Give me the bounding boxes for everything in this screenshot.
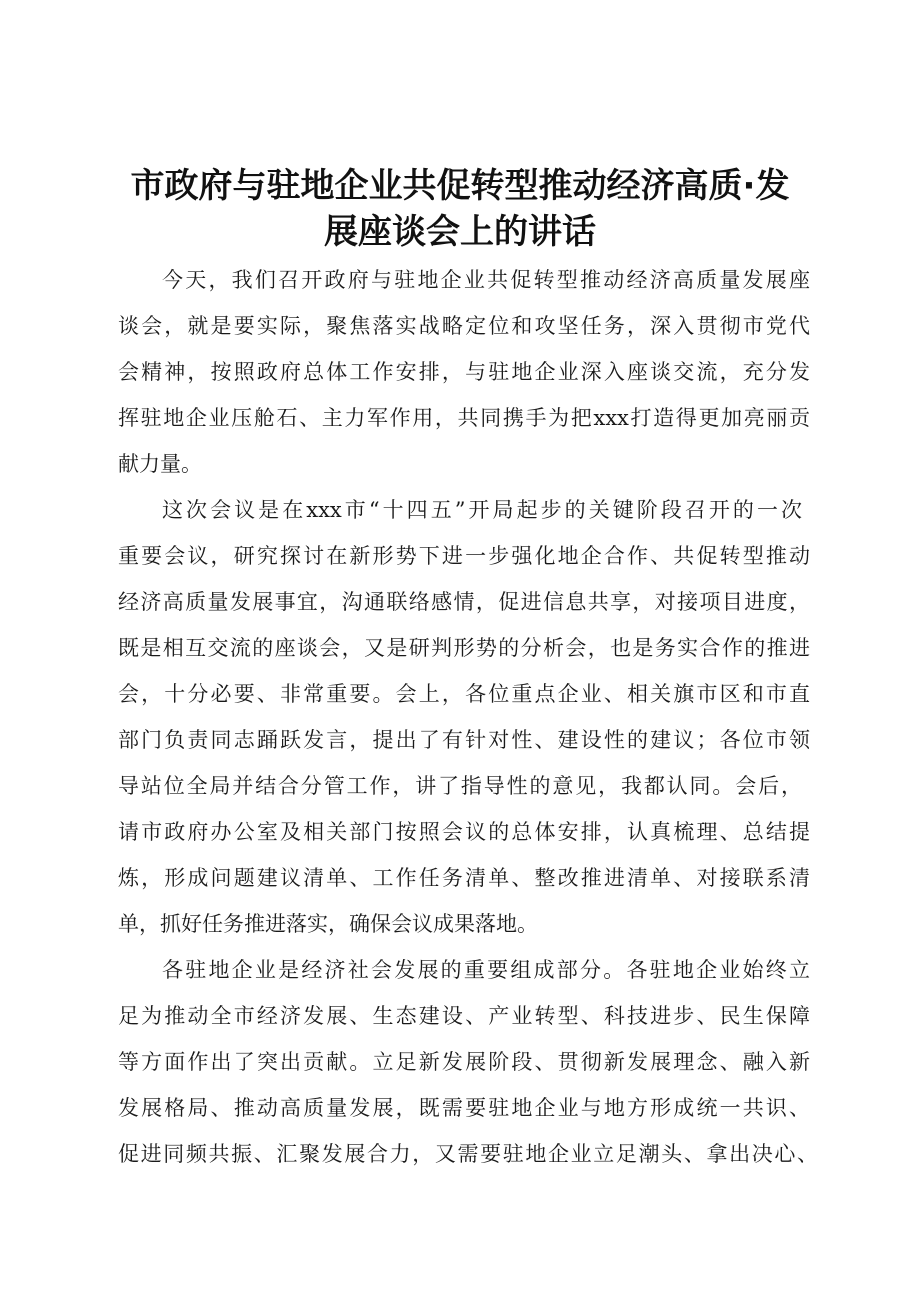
paragraph-2-line-7: 导站位全局并结合分管工作，讲了指导性的意见，我都认同。会后， (118, 774, 802, 798)
paragraph-2-line-5: 会，十分必要、非常重要。会上，各位重点企业、相关旗市区和市直 (118, 682, 810, 706)
paragraph-1-line-1: 今天，我们召开政府与驻地企业共促转型推动经济高质量发展座 (162, 268, 810, 292)
paragraph-2-line-3: 经济高质量发展事宜，沟通联络感情，促进信息共享，对接项目进度， (118, 590, 810, 614)
paragraph-3-line-5: 促进同频共振、汇聚发展合力，又需要驻地企业立足潮头、拿出决心、 (118, 1142, 818, 1166)
paragraph-3-line-4: 发展格局、推动高质量发展，既需要驻地企业与地方形成统一共识、 (118, 1096, 810, 1120)
paragraph-2-line-9: 炼，形成问题建议清单、工作任务清单、整改推进清单、对接联系清 (118, 866, 810, 890)
document-title-line-1: 市政府与驻地企业共促转型推动经济高质·发 (130, 166, 790, 206)
document-title-line-2: 展座谈会上的讲话 (324, 212, 596, 252)
paragraph-1-line-3: 会精神，按照政府总体工作安排，与驻地企业深入座谈交流，充分发 (118, 360, 810, 384)
paragraph-1-line-5: 献力量。 (118, 452, 202, 476)
paragraph-2-line-4: 既是相互交流的座谈会，又是研判形势的分析会，也是务实合作的推进 (118, 636, 810, 660)
paragraph-2-line-6: 部门负责同志踊跃发言，提出了有针对性、建设性的建议；各位市领 (118, 728, 810, 752)
paragraph-2-line-8: 请市政府办公室及相关部门按照会议的总体安排，认真梳理、总结提 (118, 820, 810, 844)
paragraph-3-line-3: 等方面作出了突出贡献。立足新发展阶段、贯彻新发展理念、融入新 (118, 1050, 810, 1074)
paragraph-3-line-1: 各驻地企业是经济社会发展的重要组成部分。各驻地企业始终立 (162, 958, 810, 982)
paragraph-2-line-1: 这次会议是在xxx市“十四五”开局起步的关键阶段召开的一次 (162, 498, 802, 522)
paragraph-2-line-10: 单，抓好任务推进落实，确保会议成果落地。 (118, 912, 538, 936)
paragraph-1-line-2: 谈会，就是要实际，聚焦落实战略定位和攻坚任务，深入贯彻市党代 (118, 314, 810, 338)
paragraph-1-line-4: 挥驻地企业压舱石、主力军作用，共同携手为把xxx打造得更加亮丽贡 (118, 406, 810, 430)
paragraph-3-line-2: 足为推动全市经济发展、生态建设、产业转型、科技进步、民生保障 (118, 1004, 810, 1028)
paragraph-2-line-2: 重要会议，研究探讨在新形势下进一步强化地企合作、共促转型推动 (118, 544, 810, 568)
